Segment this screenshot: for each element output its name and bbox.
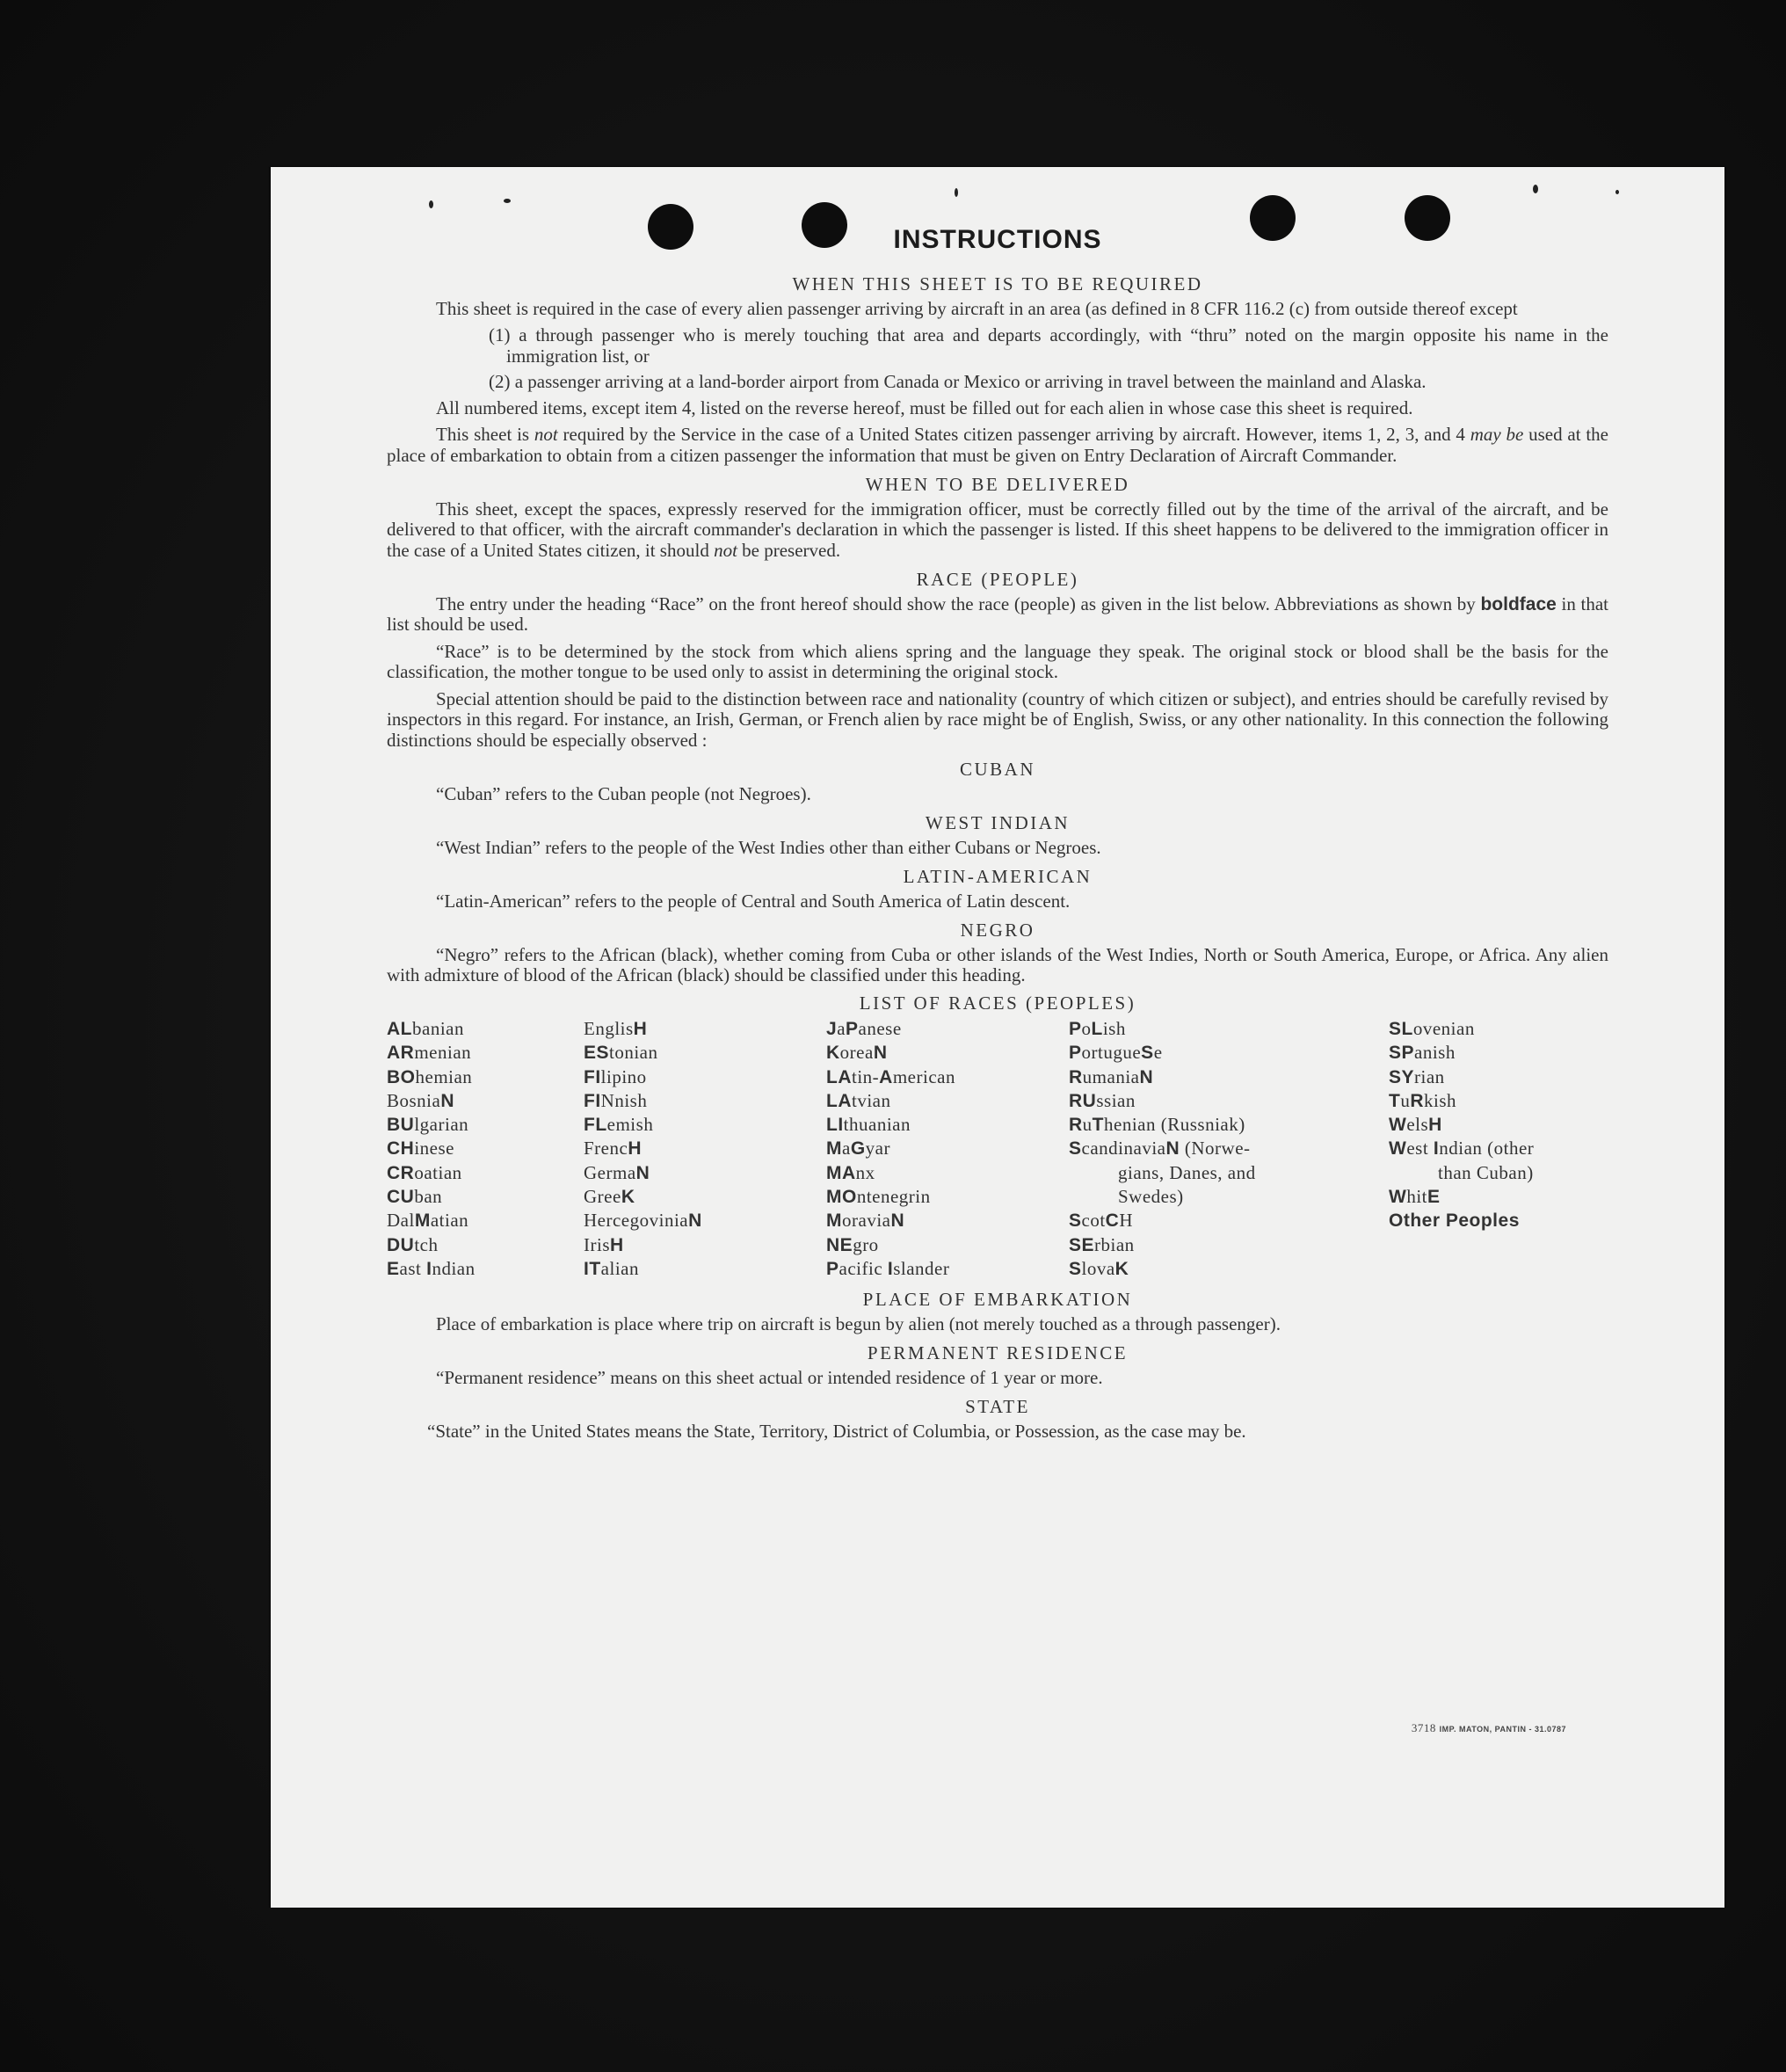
race-name-part: rian (1414, 1065, 1445, 1087)
race-abbreviation: N (635, 1162, 650, 1183)
speck (1615, 190, 1619, 194)
race-entry (584, 1185, 702, 1209)
race-entry (584, 1233, 702, 1257)
race-entry (1389, 1185, 1608, 1209)
race-entry (584, 1161, 702, 1185)
race-name-part: Bosnia (387, 1089, 441, 1111)
section-heading: NEGRO (960, 920, 1035, 941)
race-name-part: o (1081, 1018, 1092, 1039)
race-column (826, 1017, 955, 1281)
race-abbreviation: NE (826, 1234, 853, 1255)
form-number: 3718 (1411, 1721, 1436, 1734)
race-name-part: alian (600, 1257, 639, 1279)
race-name-part: ndian (other (1439, 1138, 1535, 1160)
race-name-part: atian (430, 1210, 469, 1232)
race-abbreviation: M (826, 1210, 842, 1232)
race-entry (826, 1185, 955, 1209)
race-entry (1069, 1113, 1315, 1137)
text: in that list should be used. (387, 593, 1609, 635)
race-abbreviation: N (688, 1210, 702, 1232)
race-name-part: orea (839, 1042, 874, 1064)
section-heading: PLACE OF EMBARKATION (862, 1289, 1133, 1310)
section-heading: LIST OF RACES (PEOPLES) (859, 992, 1136, 1014)
race-entry (584, 1209, 702, 1232)
paragraph: “Latin-American” refers to the people of Central and South America of Latin descent. (436, 890, 1071, 912)
emphasis: not (714, 539, 737, 561)
race-name-part: tch (414, 1233, 439, 1255)
race-name-part: ish (1102, 1018, 1126, 1039)
race-abbreviation: I (1433, 1138, 1440, 1160)
race-abbreviation: P (1069, 1019, 1082, 1039)
race-abbreviation: N (1139, 1066, 1154, 1087)
race-entry (584, 1017, 702, 1041)
race-abbreviation: I (887, 1258, 894, 1279)
race-name-part: henian (Russniak) (1104, 1114, 1245, 1136)
race-name-part: u (1082, 1114, 1093, 1136)
race-name-part: banian (412, 1018, 464, 1039)
race-name-part: Englis (584, 1018, 634, 1039)
text: be preserved. (737, 539, 841, 561)
paragraph: (2) a passenger arriving at a land-border airport from Canada or Mexico or arriving in travel between the mainland and Alaska. (489, 371, 1427, 392)
race-name-part: est (1406, 1138, 1434, 1160)
race-entry (1389, 1209, 1608, 1232)
instructions-body (387, 265, 1608, 1447)
race-abbreviation: FL (584, 1115, 607, 1136)
race-name-part: Gree (584, 1186, 621, 1208)
printer-name: IMP. MATON, PANTIN - 31.0787 (1439, 1725, 1566, 1734)
race-abbreviation: S (1069, 1210, 1082, 1232)
race-abbreviation: LA (826, 1066, 852, 1087)
race-entry (826, 1161, 955, 1185)
race-abbreviation: G (850, 1138, 866, 1160)
paragraph: “Race” is to be determined by the stock from which aliens spring and the language they speak. The original stock or blood shall be the basis for the classification, the mother tongue to be used only to assist in determining the original stock. (387, 640, 1608, 682)
race-name-part: cot (1081, 1210, 1106, 1232)
section-heading: CUBAN (959, 759, 1035, 780)
race-list (387, 1017, 1608, 1281)
race-name-part: ndian (432, 1257, 476, 1279)
race-name-part: Swedes) (1118, 1186, 1184, 1208)
race-abbreviation: P (826, 1258, 839, 1279)
race-column (1069, 1017, 1315, 1281)
race-name-part: nx (855, 1161, 875, 1183)
race-abbreviation: MA (826, 1162, 856, 1183)
emphasis: not (534, 424, 558, 445)
race-name-part: merican (892, 1065, 955, 1087)
race-abbreviation: W (1389, 1138, 1407, 1160)
race-abbreviation: M (414, 1210, 431, 1232)
race-entry (584, 1137, 702, 1160)
paragraph (387, 499, 1608, 562)
race-entry (1069, 1257, 1315, 1281)
race-entry (387, 1113, 476, 1137)
text: The entry under the heading “Race” on the front hereof should show the race (people) as given in the list below. Abbreviations as shown by (436, 593, 1481, 614)
paragraph: (1) a through passenger who is merely touching that area and departs accordingly, with “thru” noted on the margin opposite his name in the immigration list, or (489, 324, 1608, 367)
race-abbreviation: AL (387, 1019, 412, 1039)
paragraph: “West Indian” refers to the people of the West Indies other than either Cubans or Negroes. (436, 836, 1101, 858)
section-heading: WHEN THIS SHEET IS TO BE REQUIRED (792, 273, 1203, 294)
race-abbreviation: A (879, 1066, 893, 1087)
race-entry (826, 1089, 955, 1113)
race-name-part: slander (893, 1257, 950, 1279)
speck (1533, 185, 1538, 193)
race-column (584, 1017, 702, 1281)
paragraph: “Negro” refers to the African (black), whether coming from Cuba or other islands of the West Indies, North or South America, Europe, or Africa. Any alien with admixture of blood of the African (black) should be classified under this heading. (387, 943, 1608, 985)
race-entry (387, 1233, 476, 1257)
race-entry (387, 1017, 476, 1041)
race-name-part: anish (1414, 1042, 1456, 1064)
race-abbreviation: H (628, 1138, 642, 1160)
race-entry (584, 1113, 702, 1137)
race-name-part: oravia (842, 1210, 891, 1232)
race-name-part: tin- (852, 1065, 880, 1087)
race-entry (387, 1041, 476, 1065)
race-name-part: ban (414, 1186, 443, 1208)
race-abbreviation: SL (1389, 1019, 1413, 1039)
race-entry (826, 1113, 955, 1137)
race-name-part: kish (1424, 1089, 1457, 1111)
race-abbreviation: CU (387, 1187, 415, 1208)
race-abbreviation: R (1069, 1115, 1083, 1136)
race-name-part: candinavia (1081, 1138, 1166, 1160)
race-abbreviation: ES (584, 1043, 610, 1064)
race-name-part: hemian (415, 1065, 473, 1087)
race-name-part: (Norwe- (1180, 1138, 1251, 1160)
race-abbreviation: N (440, 1090, 455, 1111)
race-entry (1069, 1233, 1315, 1257)
race-name-part: Hercegovinia (584, 1210, 689, 1232)
race-name-part: a (837, 1018, 846, 1039)
race-abbreviation: N (873, 1043, 888, 1064)
section-heading: RACE (PEOPLE) (916, 569, 1079, 590)
race-name-part: ortugue (1081, 1042, 1142, 1064)
race-entry (584, 1041, 702, 1065)
race-abbreviation: SP (1389, 1043, 1415, 1064)
race-abbreviation: K (1114, 1258, 1129, 1279)
race-abbreviation: DU (387, 1234, 415, 1255)
race-abbreviation: T (1092, 1115, 1104, 1136)
race-abbreviation: R (1410, 1090, 1424, 1111)
race-abbreviation: C (1105, 1210, 1120, 1232)
race-abbreviation: AR (387, 1043, 415, 1064)
text: used at the place of embarkation to obtain from a citizen passenger the information that must be given on Entry Declaration of Aircraft Commander. (387, 424, 1608, 466)
race-entry (387, 1065, 476, 1089)
race-name-part: Frenc (584, 1138, 628, 1160)
race-name-part: oatian (414, 1161, 462, 1183)
section-heading: PERMANENT RESIDENCE (867, 1342, 1129, 1363)
bold-text: boldface (1480, 593, 1557, 614)
race-name-part: rbian (1094, 1233, 1135, 1255)
paragraph: Place of embarkation is place where trip on aircraft is begun by alien (not merely touched as a through passenger). (436, 1312, 1281, 1334)
race-abbreviation: I (426, 1258, 432, 1279)
race-abbreviation: W (1389, 1187, 1407, 1208)
race-abbreviation: W (1389, 1115, 1407, 1136)
race-abbreviation: L (1091, 1019, 1103, 1039)
race-abbreviation: H (610, 1234, 624, 1255)
race-name-part: Other Peoples (1389, 1210, 1520, 1232)
race-entry (1069, 1161, 1315, 1185)
race-name-part: ssian (1096, 1089, 1136, 1111)
race-name-part: gro (853, 1233, 879, 1255)
paragraph: “Permanent residence” means on this sheet actual or intended residence of 1 year or more. (436, 1366, 1103, 1388)
race-abbreviation: R (1069, 1066, 1083, 1087)
race-abbreviation: SE (1069, 1234, 1095, 1255)
race-abbreviation: RU (1069, 1090, 1097, 1111)
race-name-part: ast (399, 1257, 427, 1279)
race-name-part: menian (414, 1042, 472, 1064)
race-abbreviation: E (387, 1258, 400, 1279)
race-abbreviation: K (621, 1187, 635, 1208)
race-abbreviation: S (1069, 1138, 1082, 1160)
race-entry (584, 1089, 702, 1113)
race-entry (826, 1209, 955, 1232)
paragraph: “State” in the United States means the State, Territory, District of Columbia, or Possession, as the case may be. (427, 1420, 1246, 1442)
race-entry (1069, 1209, 1315, 1232)
race-abbreviation: E (1427, 1187, 1441, 1208)
race-name-part: emish (606, 1114, 654, 1136)
section-heading: WEST INDIAN (925, 812, 1071, 833)
race-name-part: u (1400, 1089, 1411, 1111)
document-page (271, 167, 1724, 1908)
race-entry (1069, 1137, 1315, 1160)
race-entry (387, 1089, 476, 1113)
race-name-part: e (1153, 1042, 1163, 1064)
paragraph (387, 425, 1608, 466)
race-entry (1389, 1065, 1608, 1089)
race-abbreviation: CR (387, 1162, 415, 1183)
race-abbreviation: J (826, 1019, 838, 1039)
race-name-part: ovenian (1412, 1018, 1475, 1039)
paragraph: This sheet is required in the case of every alien passenger arriving by aircraft in an area (as defined in 8 CFR 116.2 (c) from outside thereof except (436, 297, 1518, 319)
race-entry (1069, 1185, 1315, 1209)
race-name-part: ntenegrin (856, 1186, 931, 1208)
race-abbreviation: N (1165, 1138, 1180, 1160)
race-name-part: acific (839, 1257, 888, 1279)
race-abbreviation: H (1428, 1115, 1442, 1136)
text: required by the Service in the case of a United States citizen passenger arriving by aircraft. However, items 1, 2, 3, and 4 (557, 424, 1470, 445)
race-name-part: tonian (609, 1042, 658, 1064)
race-abbreviation: H (633, 1019, 648, 1039)
section-heading: WHEN TO BE DELIVERED (865, 474, 1130, 495)
race-entry (1389, 1161, 1608, 1185)
race-abbreviation: P (1069, 1043, 1082, 1064)
race-entry (1069, 1017, 1315, 1041)
race-entry (387, 1257, 476, 1281)
race-name-part: yar (865, 1138, 890, 1160)
speck (955, 188, 958, 197)
race-entry (387, 1185, 476, 1209)
printer-imprint (1412, 1721, 1566, 1735)
race-entry (387, 1161, 476, 1185)
race-abbreviation: T (1389, 1090, 1401, 1111)
race-abbreviation: LA (826, 1090, 852, 1111)
race-abbreviation: P (846, 1019, 859, 1039)
race-name-part: Nnish (600, 1089, 648, 1111)
race-name-part: tvian (852, 1089, 891, 1111)
race-abbreviation: FI (584, 1090, 601, 1111)
race-abbreviation: BO (387, 1066, 416, 1087)
race-abbreviation: IT (584, 1258, 601, 1279)
race-name-part: gians, Danes, and (1118, 1161, 1256, 1183)
paragraph (387, 594, 1608, 636)
race-abbreviation: CH (387, 1138, 415, 1160)
race-name-part: Iris (584, 1233, 610, 1255)
page-title: INSTRUCTIONS (893, 225, 1102, 254)
race-abbreviation: K (826, 1043, 840, 1064)
race-entry (387, 1209, 476, 1232)
race-name-part: inese (414, 1138, 454, 1160)
race-abbreviation: MO (826, 1187, 857, 1208)
speck (504, 199, 511, 203)
race-name-part: lgarian (414, 1114, 469, 1136)
race-name-part: anese (858, 1018, 902, 1039)
race-abbreviation: N (890, 1210, 905, 1232)
race-entry (1069, 1041, 1315, 1065)
race-entry (1389, 1017, 1608, 1041)
race-abbreviation: S (1141, 1043, 1154, 1064)
race-entry (1069, 1065, 1315, 1089)
race-column (387, 1017, 476, 1281)
race-name-part: hit (1406, 1186, 1427, 1208)
race-entry (826, 1233, 955, 1257)
race-name-part: H (1119, 1210, 1134, 1232)
race-name-part: than Cuban) (1438, 1161, 1534, 1183)
text: This sheet, except the spaces, expressly reserved for the immigration officer, must be correctly filled out by the time of the arrival of the aircraft, and be delivered to that officer, with the aircraft commander's declaration in which the passenger is listed. If this sheet happens to be delivered to the immigration officer in the case of a United States citizen, it should (387, 498, 1608, 561)
race-name-part: Dal (387, 1210, 415, 1232)
race-entry (826, 1041, 955, 1065)
text: This sheet is (436, 424, 534, 445)
race-entry (1389, 1113, 1608, 1137)
race-name-part: thuanian (843, 1114, 911, 1136)
section-heading: LATIN-AMERICAN (903, 866, 1093, 887)
race-entry (387, 1137, 476, 1160)
race-entry (826, 1065, 955, 1089)
emphasis: may be (1470, 424, 1524, 445)
race-name-part: lova (1081, 1257, 1115, 1279)
race-abbreviation: FI (584, 1066, 601, 1087)
race-entry (1389, 1041, 1608, 1065)
race-name-part: lipino (600, 1065, 647, 1087)
race-name-part: a (842, 1138, 851, 1160)
section-heading: STATE (965, 1396, 1030, 1417)
race-abbreviation: M (826, 1138, 842, 1160)
race-column (1389, 1017, 1608, 1233)
race-entry (1389, 1089, 1608, 1113)
race-entry (584, 1257, 702, 1281)
speck (429, 200, 433, 208)
race-entry (826, 1017, 955, 1041)
race-name-part: Germa (584, 1161, 636, 1183)
paragraph: All numbered items, except item 4, listed on the reverse hereof, must be filled out for each alien in whose case this sheet is required. (436, 396, 1413, 418)
race-abbreviation: BU (387, 1115, 415, 1136)
race-abbreviation: SY (1389, 1066, 1415, 1087)
paragraph: “Cuban” refers to the Cuban people (not Negroes). (436, 782, 811, 804)
race-entry (826, 1257, 955, 1281)
race-entry (826, 1137, 955, 1160)
race-abbreviation: S (1069, 1258, 1082, 1279)
race-name-part: els (1406, 1114, 1429, 1136)
race-abbreviation: LI (826, 1115, 844, 1136)
race-entry (1069, 1089, 1315, 1113)
paragraph: Special attention should be paid to the distinction between race and nationality (country of which citizen or subject), and entries should be carefully revised by inspectors in this regard. For instance, an Irish, German, or French alien by race might be of English, Swiss, or any other nationality. In this connection the following distinctions should be especially observed : (387, 687, 1608, 751)
race-entry (1389, 1137, 1608, 1160)
race-name-part: umania (1082, 1065, 1140, 1087)
race-entry (584, 1065, 702, 1089)
